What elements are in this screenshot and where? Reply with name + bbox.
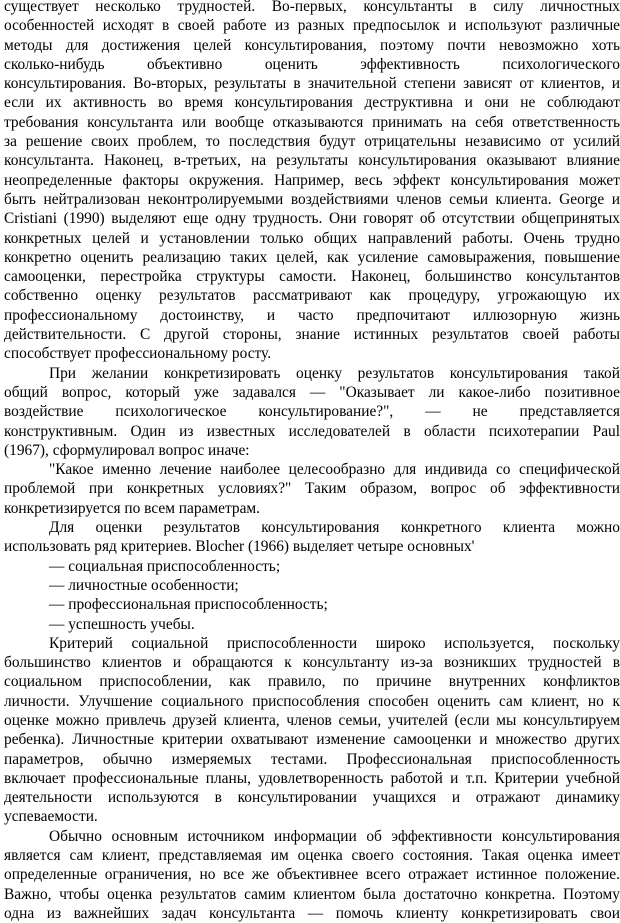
- text-line: "Какое именно лечение наиболее целесообразно для индивида со специфической: [49, 461, 620, 479]
- text-line: самооценки, перестройка структуры самости. Наконец, большинство консультантов: [4, 268, 620, 286]
- text-line: Обычно основным источником информации об эффективности консультирования: [49, 827, 620, 845]
- text-line: конкретно оценить реализацию таких целей, как усиление самовыражения, повышение: [4, 248, 620, 266]
- text-line: профессиональному достоинству, и часто предпочитают иллюзорную жизнь: [4, 306, 620, 324]
- text-line: Важно, чтобы оценка результатов самим клиентом была достаточно конкретна. Поэтому: [4, 885, 620, 903]
- text-line: сколько-нибудь объективно оценить эффективность психологического: [4, 55, 620, 73]
- document-page: [4, 0, 620, 923]
- text-line: собственно оценку результатов рассматривают как процедуру, угрожающую их: [4, 287, 620, 305]
- text-line: действительности. С другой стороны, знание истинных результатов своей работы: [4, 326, 620, 344]
- text-line: использовать ряд критериев. Blocher (1966) выделяет четыре основных': [4, 538, 475, 556]
- text-line: особенностей исходят в своей работе из разных предпосылок и используют различные: [4, 17, 620, 35]
- text-line: большинство клиентов и обращаются к консультанту из-за возникших трудностей в: [4, 654, 620, 672]
- text-line: конкретных целей и установлении только общих направлений работы. Очень трудно: [4, 229, 620, 247]
- text-line: консультанта. Наконец, в-третьих, на результаты консультирования оказывают влияние: [4, 152, 620, 170]
- text-line: При желании конкретизировать оценку результатов консультирования такой: [49, 364, 620, 382]
- list-item: — профессиональная приспособленность;: [49, 596, 328, 614]
- text-line: существует несколько трудностей. Во-первых, консультанты в силу личностных: [4, 0, 620, 15]
- text-line: определенные ограничения, но все же объективнее всего отражает истинное положение.: [4, 866, 620, 884]
- text-line: (1967), сформулировал вопрос иначе:: [4, 441, 250, 459]
- text-line: личности. Улучшение социального приспособления способен оценить сам клиент, но к: [4, 692, 620, 710]
- text-line: деятельности используются в консультировании учащихся и отражают динамику: [4, 789, 620, 807]
- list-item: — личностные особенности;: [49, 576, 239, 594]
- text-line: успеваемости.: [4, 808, 98, 826]
- text-line: способствует профессиональному росту.: [4, 345, 272, 363]
- list-item: — успешность учебы.: [49, 615, 195, 633]
- text-line: консультирования. Во-вторых, результаты в значительной степени зависят от клиентов, и: [4, 75, 620, 93]
- text-line: неопределенные факторы окружения. Например, весь эффект консультирования может: [4, 171, 620, 189]
- text-line: Критерий социальной приспособленности широко используется, поскольку: [49, 634, 620, 652]
- text-line: включает профессиональные планы, удовлетворенность работой и т.п. Критерии учебной: [4, 769, 620, 787]
- text-line: Для оценки результатов консультирования конкретного клиента можно: [49, 519, 620, 537]
- list-item: — социальная приспособленность;: [49, 557, 281, 575]
- text-line: ребенка). Личностные критерии охватывают изменение самооценки и множество других: [4, 731, 620, 749]
- text-line: если их активность во время консультирования деструктивна и они не соблюдают: [4, 94, 620, 112]
- text-line: конкретизируется по всем параметрам.: [4, 499, 260, 517]
- text-line: общий вопрос, который уже задавался — "Оказывает ли какое-либо позитивное: [4, 383, 620, 401]
- text-line: проблемой при конкретных условиях?" Таким образом, вопрос об эффективности: [4, 480, 620, 498]
- text-line: социальном приспособлении, как правило, по причине внутренних конфликтов: [4, 673, 620, 691]
- text-line: быть нейтрализован неконтролируемыми воздействиями членов семьи клиента. George и: [4, 190, 620, 208]
- text-line: методы для достижения целей консультирования, поэтому почти невозможно хоть: [4, 36, 620, 54]
- text-line: является сам клиент, представляемая им оценка своего состояния. Такая оценка имеет: [4, 847, 620, 865]
- text-line: оценке можно привлечь друзей клиента, членов семьи, учителей (если мы консультируем: [4, 711, 620, 729]
- text-line: параметров, обычно измеряемых тестами. Профессиональная приспособленность: [4, 750, 620, 768]
- text-line: конструктивным. Один из известных исследователей в области психотерапии Paul: [4, 422, 620, 440]
- text-line: воздействие психологическое консультирование?", — не представляется: [4, 403, 620, 421]
- text-line: требования консультанта или вообще отказываются принимать на себя ответственность: [4, 113, 620, 131]
- text-line: Cristiani (1990) выделяют еще одну трудность. Они говорят об отсутствии общепринятых: [4, 210, 620, 228]
- text-line: одна из важнейших задач консультанта — помочь клиенту конкретизировать свои: [4, 904, 620, 922]
- text-line: за решение своих проблем, то последствия будут отрицательны независимо от усилий: [4, 133, 620, 151]
